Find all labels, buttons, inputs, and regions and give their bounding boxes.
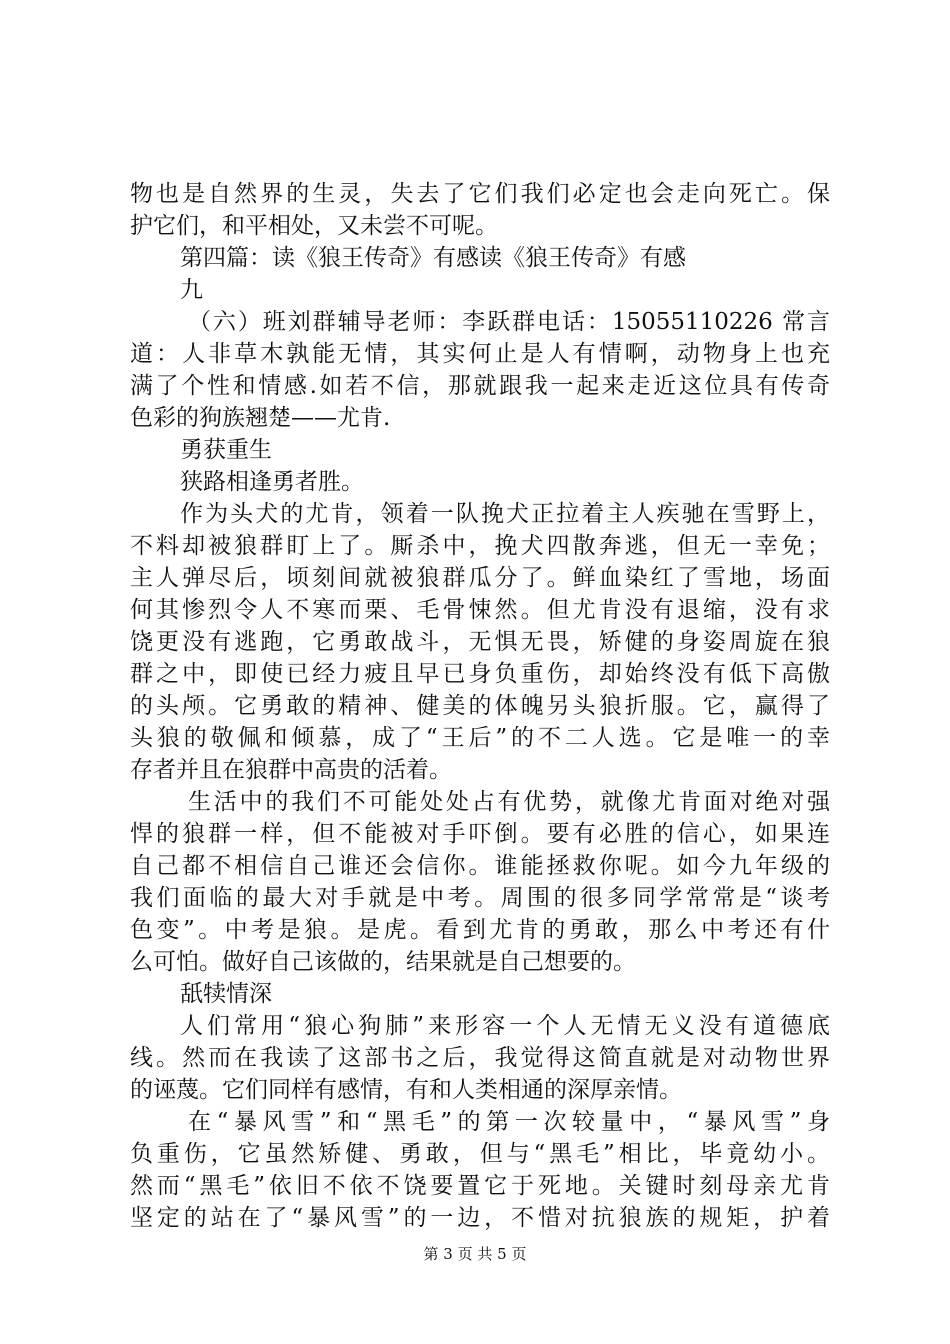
text-line: 护它们，和平相处，又未尝不可呢。	[130, 213, 498, 239]
text-line: 生活中的我们不可能处处占有优势，就像尤肯面对绝对强	[188, 789, 830, 815]
text-line: 色彩的狗族翘楚——尤肯.	[130, 405, 391, 431]
text-line: 色变”。中考是狼。是虎。看到尤肯的勇敢，那么中考还有什	[130, 917, 830, 943]
subheading: 勇获重生	[180, 437, 272, 463]
text-line: 然而“黑毛”依旧不依不饶要置它于死地。关键时刻母亲尤肯	[130, 1173, 830, 1199]
text-line: 自己都不相信自己谁还会信你。谁能拯救你呢。如今九年级的	[130, 853, 830, 879]
text-line: 狭路相逢勇者胜。	[180, 469, 364, 495]
text-line: 九	[180, 277, 203, 303]
text-line: 群之中，即使已经力疲且早已身负重伤，却始终没有低下高傲	[130, 661, 830, 687]
page-footer: 第 3 页 共 5 页	[423, 1245, 527, 1263]
text-line: 头狼的敬佩和倾慕，成了“王后”的不二人选。它是唯一的幸	[130, 725, 830, 751]
text-line: 存者并且在狼群中高贵的活着。	[130, 757, 452, 783]
text-line: （六）班刘群辅导老师：李跃群电话：15055110226 常言	[188, 309, 830, 335]
text-line: 的头颅。它勇敢的精神、健美的体魄另头狼折服。它，赢得了	[130, 693, 830, 719]
text-line: 主人弹尽后，顷刻间就被狼群瓜分了。鲜血染红了雪地，场面	[130, 565, 830, 591]
text-line: 我们面临的最大对手就是中考。周围的很多同学常常是“谈考	[130, 885, 830, 911]
text-line: 悍的狼群一样，但不能被对手吓倒。要有必胜的信心，如果连	[130, 821, 830, 847]
body-text	[130, 178, 830, 1234]
text-line: 满了个性和情感.如若不信，那就跟我一起来走近这位具有传奇	[130, 373, 830, 399]
text-line: 何其惨烈令人不寒而栗、毛骨悚然。但尤肯没有退缩，没有求	[130, 597, 830, 623]
section-heading: 第四篇：读《狼王传奇》有感读《狼王传奇》有感	[180, 245, 686, 271]
text-line: 么可怕。做好自己该做的，结果就是自己想要的。	[130, 949, 636, 975]
text-line: 作为头犬的尤肯，领着一队挽犬正拉着主人疾驰在雪野上，	[180, 501, 830, 527]
text-line: 不料却被狼群盯上了。厮杀中，挽犬四散奔逃，但无一幸免；	[130, 533, 830, 559]
text-line: 道：人非草木孰能无情，其实何止是人有情啊，动物身上也充	[130, 341, 830, 367]
text-line: 饶更没有逃跑，它勇敢战斗，无惧无畏，矫健的身姿周旋在狼	[130, 629, 830, 655]
text-line: 人们常用“狼心狗肺”来形容一个人无情无义没有道德底	[180, 1013, 830, 1039]
text-line: 线。然而在我读了这部书之后，我觉得这简直就是对动物世界	[130, 1045, 830, 1071]
text-line: 坚定的站在了“暴风雪”的一边，不惜对抗狼族的规矩，护着	[130, 1205, 830, 1231]
text-line: 物也是自然界的生灵，失去了它们我们必定也会走向死亡。保	[130, 181, 830, 207]
text-line: 负重伤，它虽然矫健、勇敢，但与“黑毛”相比，毕竟幼小。	[130, 1141, 830, 1167]
subheading: 舐犊情深	[180, 981, 272, 1007]
text-line: 的诬蔑。它们同样有感情，有和人类相通的深厚亲情。	[130, 1077, 682, 1103]
text-line: 在“暴风雪”和“黑毛”的第一次较量中，“暴风雪”身	[188, 1109, 830, 1135]
